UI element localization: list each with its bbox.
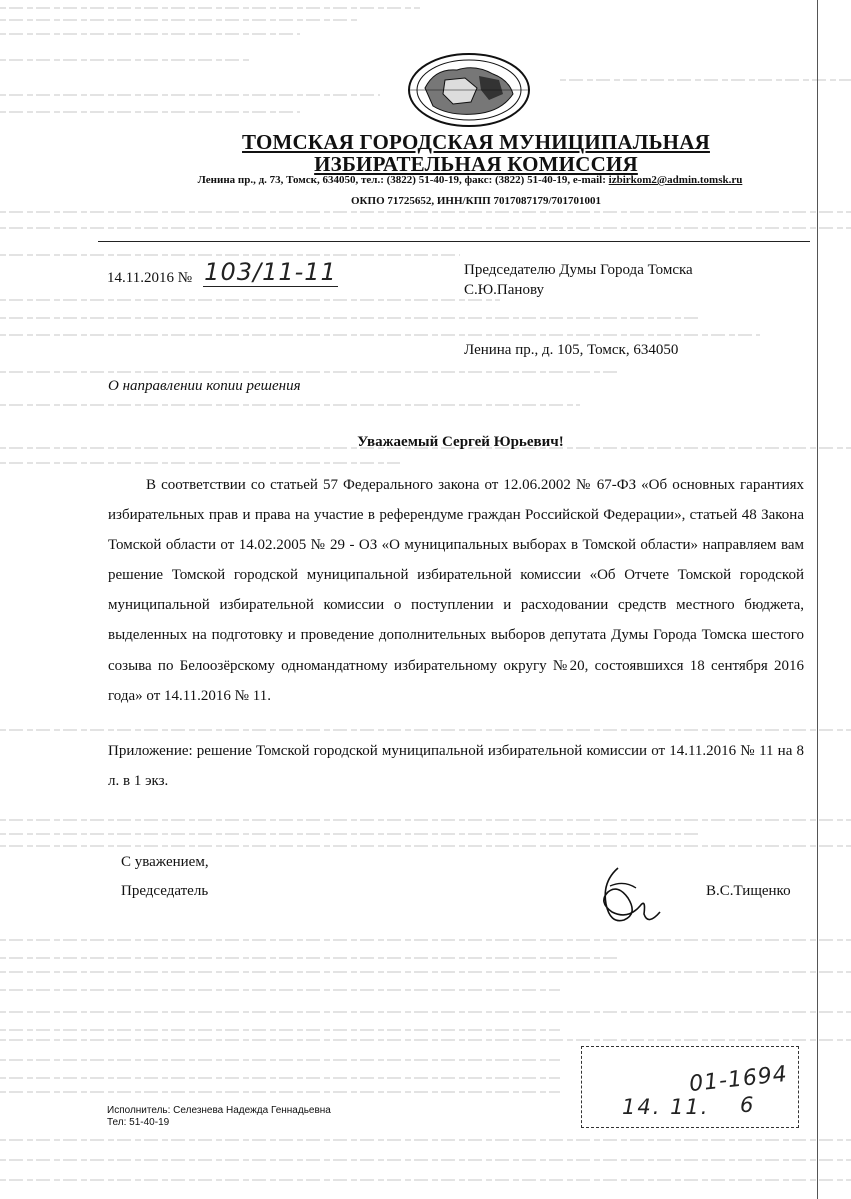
recipient-name: С.Ю.Панову: [464, 282, 545, 298]
commission-emblem: [405, 50, 533, 128]
org-address: [150, 174, 790, 186]
stamp-copies: 6: [740, 1093, 754, 1117]
org-title-line1: ТОМСКАЯ ГОРОДСКАЯ МУНИЦИПАЛЬНАЯ: [242, 130, 710, 154]
org-codes: ОКПО 71725652, ИНН/КПП 7017087179/701701001: [350, 195, 601, 207]
letter-subject: О направлении копии решения: [108, 378, 301, 394]
signer-name: В.С.Тищенко: [706, 883, 791, 899]
letter-body-text: В соответствии со статьей 57 Федерального закона от 12.06.2002 № 67-ФЗ «Об основных гарантиях избирательных прав и права на участие в референдуме граждан Российской Федерации», статьей 48 Закона Томской области от 14.02.2005 № 29 - ОЗ «О муниципальных выборах в Томской области» направляем вам решение Томской городской муниципальной избирательной комиссии «Об Отчете Томской городской муниципальной избирательной комиссии о поступлении и расходовании средств местного бюджета, выделенных на подготовку и проведение дополнительных выборов депутата Думы Города Томска шестого созыва по Белоозёрскому одномандатному избирательному округу №20, состоявшихся 18 сентября 2016 года» от 14.11.2016 № 11.: [108, 477, 804, 704]
org-title-line2: ИЗБИРАТЕЛЬНАЯ КОМИССИЯ: [314, 152, 638, 176]
signer-position: Председатель: [121, 883, 209, 899]
org-address-text: Ленина пр., д. 73, Томск, 634050, тел.: (3822) 51-40-19, факс: (3822) 51-40-19, e-mail:: [197, 174, 609, 186]
executor-info: [107, 1105, 331, 1129]
executor-phone: Тел: 51-40-19: [107, 1117, 170, 1128]
letter-greeting: Уважаемый Сергей Юрьевич!: [357, 434, 564, 450]
registration-stamp: [581, 1046, 799, 1128]
scan-edge-line: [817, 0, 818, 1199]
handwritten-signature: [588, 862, 668, 934]
stamp-number: 01-1694: [688, 1061, 790, 1098]
closing-phrase: С уважением,: [121, 854, 209, 870]
outgoing-date: 14.11.2016 №: [107, 270, 193, 286]
letter-body: [108, 470, 804, 711]
header-divider: [98, 241, 810, 242]
stamp-date: 14. 11.: [622, 1095, 710, 1119]
executor-name: Исполнитель: Селезнева Надежда Геннадьевна: [107, 1105, 331, 1116]
recipient-title: Председателю Думы Города Томска: [464, 262, 693, 278]
org-email[interactable]: izbirkom2@admin.tomsk.ru: [608, 174, 743, 186]
recipient-address: Ленина пр., д. 105, Томск, 634050: [464, 342, 679, 358]
letter-attachment: Приложение: решение Томской городской муниципальной избирательной комиссии от 14.11.2016 № 11 на 8 л. в 1 экз.: [108, 743, 804, 789]
outgoing-number-handwritten: 103/11-11: [204, 258, 337, 286]
